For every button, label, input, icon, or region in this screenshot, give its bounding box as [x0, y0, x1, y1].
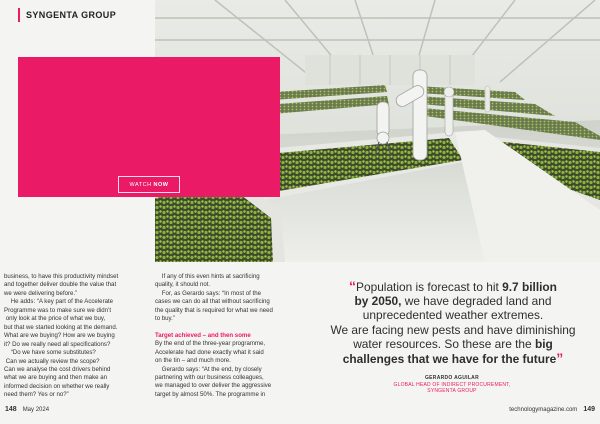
text-line: By the end of the three-year programme,	[155, 340, 266, 348]
text-line: target by almost 50%. The programme in	[155, 390, 266, 398]
pull-quote	[312, 279, 594, 366]
attribution-company: SYNGENTA GROUP	[427, 388, 477, 395]
quote-emphasis: 9.7 billion	[502, 280, 557, 294]
issue-date: May 2024	[22, 407, 50, 413]
text-line: we managed to over deliver the aggressive	[155, 382, 272, 390]
page-number-right: 149	[583, 406, 595, 413]
attribution-role: GLOBAL HEAD OF INDIRECT PROCUREMENT,	[393, 381, 511, 388]
section-label: SYNGENTA GROUP	[26, 10, 117, 20]
text-line: and together deliver double the value that	[4, 281, 117, 289]
folio-right	[509, 406, 595, 413]
text-line: to buy.”	[155, 315, 175, 323]
open-quote-mark: “	[349, 278, 357, 294]
text-line: What are we buying? How are we buying	[4, 332, 115, 340]
watch-action: NOW	[153, 181, 169, 188]
quote-text: unprecedented weather extremes.	[362, 308, 544, 323]
section-accent-rule	[18, 8, 20, 22]
subheading: Target achieved – and then some	[155, 331, 251, 339]
site-link[interactable]: technologymagazine.com	[509, 407, 578, 413]
text-line: the quality that is required for what we need	[155, 306, 273, 314]
text-line: only look at the price of what we buy,	[4, 315, 106, 323]
page-number-left: 148	[5, 406, 17, 413]
text-line: it? Do we really need all specifications?	[4, 340, 111, 348]
text-line: Can we analyse the cost drivers behind	[4, 365, 111, 373]
text-line: partnering with our business colleagues,	[155, 374, 264, 382]
close-quote-mark: ”	[556, 350, 564, 367]
text-line: “Do we have some substitutes?	[4, 349, 96, 357]
text-line: He adds: “A key part of the Accelerate	[4, 298, 114, 306]
quote-text: Population is forecast to hit	[356, 280, 503, 294]
watch-now-button[interactable]	[118, 176, 180, 193]
text-line: need them? Yes or no?”	[4, 391, 69, 399]
text-line: informed decision on whether we really	[4, 382, 110, 390]
text-line: what we are buying and then make an	[4, 374, 107, 382]
text-line: we were delivering before.”	[4, 289, 78, 297]
watch-label: WATCH	[129, 181, 152, 188]
text-line: Can we actually review the scope?	[4, 357, 100, 365]
body-column-2	[155, 273, 305, 399]
text-line: Accelerate had done exactly what it said	[155, 348, 264, 356]
folio-left	[5, 406, 49, 413]
quote-emphasis: big	[534, 336, 553, 351]
body-column-1	[4, 273, 146, 400]
quote-attribution	[372, 375, 532, 395]
attribution-name: GERARDO AGUILAR	[424, 375, 480, 381]
quote-emphasis: by 2050,	[354, 294, 402, 309]
quote-text: we have degraded land and	[401, 294, 552, 309]
text-line: business, to have this productivity mindset	[4, 273, 119, 280]
quote-text: We are facing new pests and have diminishing	[330, 322, 576, 337]
text-line: cases we can do all that without sacrificing	[155, 298, 270, 306]
text-line: on the tin – and much more.	[155, 357, 231, 365]
quote-text: water resources. So these are the	[353, 336, 535, 351]
text-line: quality, it should not.	[155, 281, 211, 289]
text-line: Programme was to make sure we didn’t	[4, 306, 112, 314]
text-line: but that we started looking at the demand.	[4, 323, 118, 331]
text-line: Gerardo says: “At the end, by closely	[155, 365, 262, 373]
quote-emphasis: challenges that we have for the future	[342, 352, 557, 367]
text-line: For, as Gerardo says: “In most of the	[155, 289, 262, 297]
text-line: If any of this even hints at sacrificing	[155, 273, 260, 280]
